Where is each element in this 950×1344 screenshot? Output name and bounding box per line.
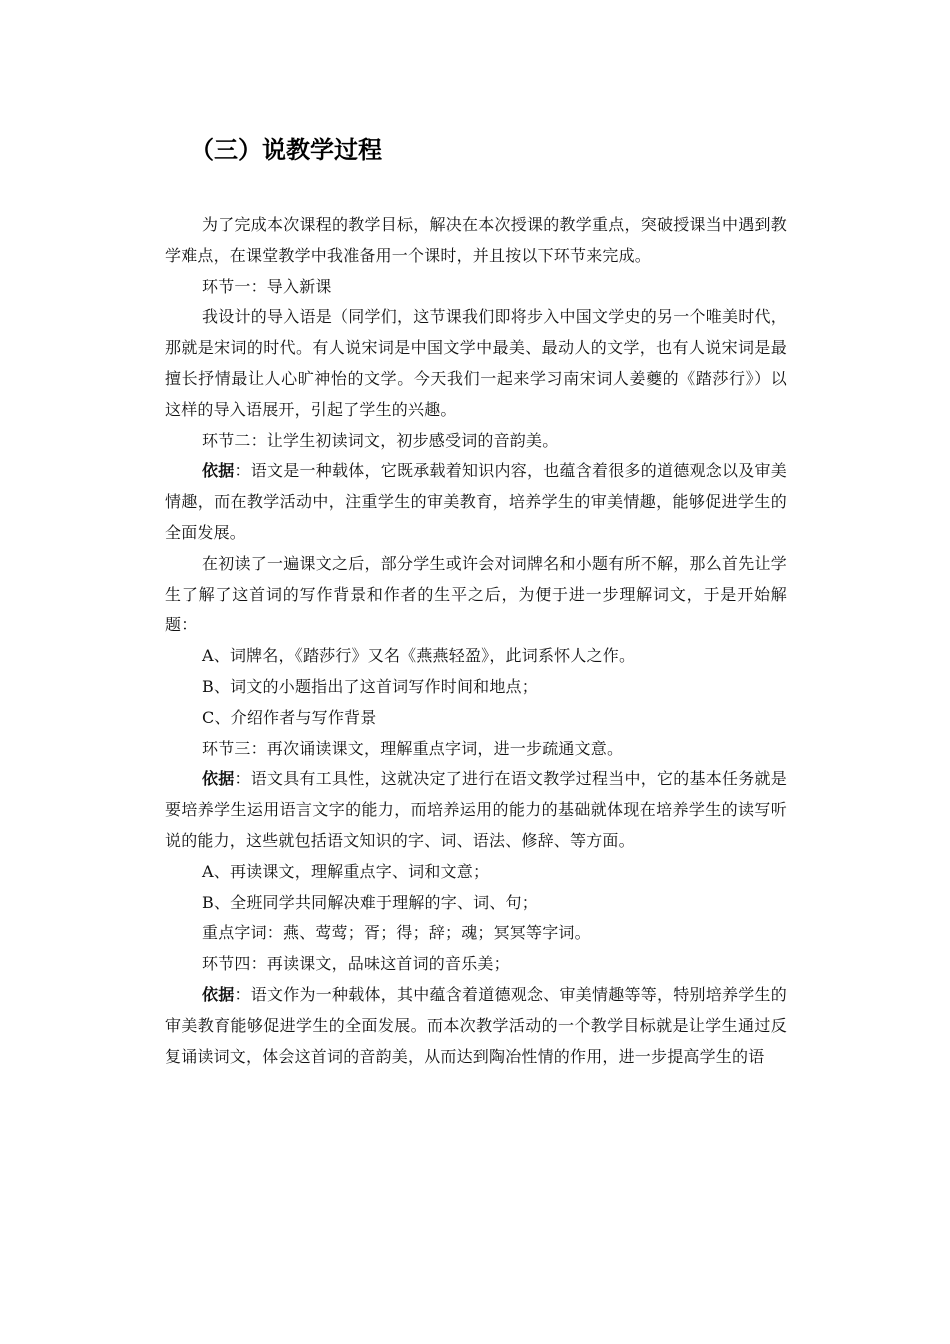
step-two-title: 环节二：让学生初读词文，初步感受词的音韵美。 bbox=[202, 430, 559, 450]
basis-text: ：语文作为一种载体，其中蕴含着道德观念、审美情趣等等，特别培养学生的审美教育能够促进学生的全面发展。而本次教学活动的一个教学目标就是让学生通过反复诵读词文，体会这首词的音韵美，从而达到陶冶性情的作用，进一步提高学生的语 bbox=[165, 984, 787, 1066]
document-body bbox=[165, 210, 787, 1072]
basis-label: 依据 bbox=[202, 461, 235, 481]
intro-design-paragraph: 我设计的导入语是（同学们，这节课我们即将步入中国文学史的另一个唯美时代，那就是宋词的时代。有人说宋词是中国文学中最美、最动人的文学，也有人说宋词是最擅长抒情最让人心旷神怡的文学。今天我们一起来学习南宋词人姜夔的《踏莎行》）以这样的导入语展开，引起了学生的兴趣。 bbox=[165, 307, 787, 419]
basis-paragraph-2 bbox=[165, 764, 787, 856]
step-one-title: 环节一：导入新课 bbox=[202, 276, 332, 296]
list-item-a: A、词牌名，《踏莎行》又名《燕燕轻盈》，此词系怀人之作。 bbox=[202, 646, 636, 666]
basis-paragraph-3 bbox=[165, 980, 787, 1072]
section-heading: （三）说教学过程 bbox=[190, 136, 382, 164]
basis-text: ：语文是一种载体，它既承载着知识内容，也蕴含着很多的道德观念以及审美情趣，而在教学活动中，注重学生的审美教育，培养学生的审美情趣，能够促进学生的全面发展。 bbox=[165, 461, 787, 542]
list-item-c: C、介绍作者与写作背景 bbox=[202, 707, 377, 727]
list-item-b: B、词文的小题指出了这首词写作时间和地点； bbox=[202, 676, 538, 696]
step-three-title: 环节三：再次诵读课文，理解重点字词，进一步疏通文意。 bbox=[202, 738, 624, 758]
basis-paragraph-1 bbox=[165, 456, 787, 548]
basis-label: 依据 bbox=[202, 769, 235, 789]
intro-paragraph: 为了完成本次课程的教学目标，解决在本次授课的教学重点，突破授课当中遇到教学难点，在课堂教学中我准备用一个课时，并且按以下环节来完成。 bbox=[165, 215, 787, 265]
list-item-b: B、全班同学共同解决难于理解的字、词、句； bbox=[202, 892, 538, 912]
first-reading-paragraph: 在初读了一遍课文之后，部分学生或许会对词牌名和小题有所不解，那么首先让学生了解了这首词的写作背景和作者的生平之后，为便于进一步理解词文，于是开始解题： bbox=[165, 553, 787, 635]
key-words-paragraph: 重点字词：燕、莺莺；胥；得；辞；魂；冥冥等字词。 bbox=[202, 923, 591, 943]
basis-label: 依据 bbox=[202, 984, 235, 1004]
step-four-title: 环节四：再读课文，品味这首词的音乐美； bbox=[202, 954, 510, 974]
list-item-a: A、再读课文，理解重点字、词和文意； bbox=[202, 861, 490, 881]
basis-text: ：语文具有工具性，这就决定了进行在语文教学过程当中，它的基本任务就是要培养学生运用语言文字的能力，而培养运用的能力的基础就体现在培养学生的读写听说的能力，这些就包括语文知识的字、词、语法、修辞、等方面。 bbox=[165, 769, 787, 850]
